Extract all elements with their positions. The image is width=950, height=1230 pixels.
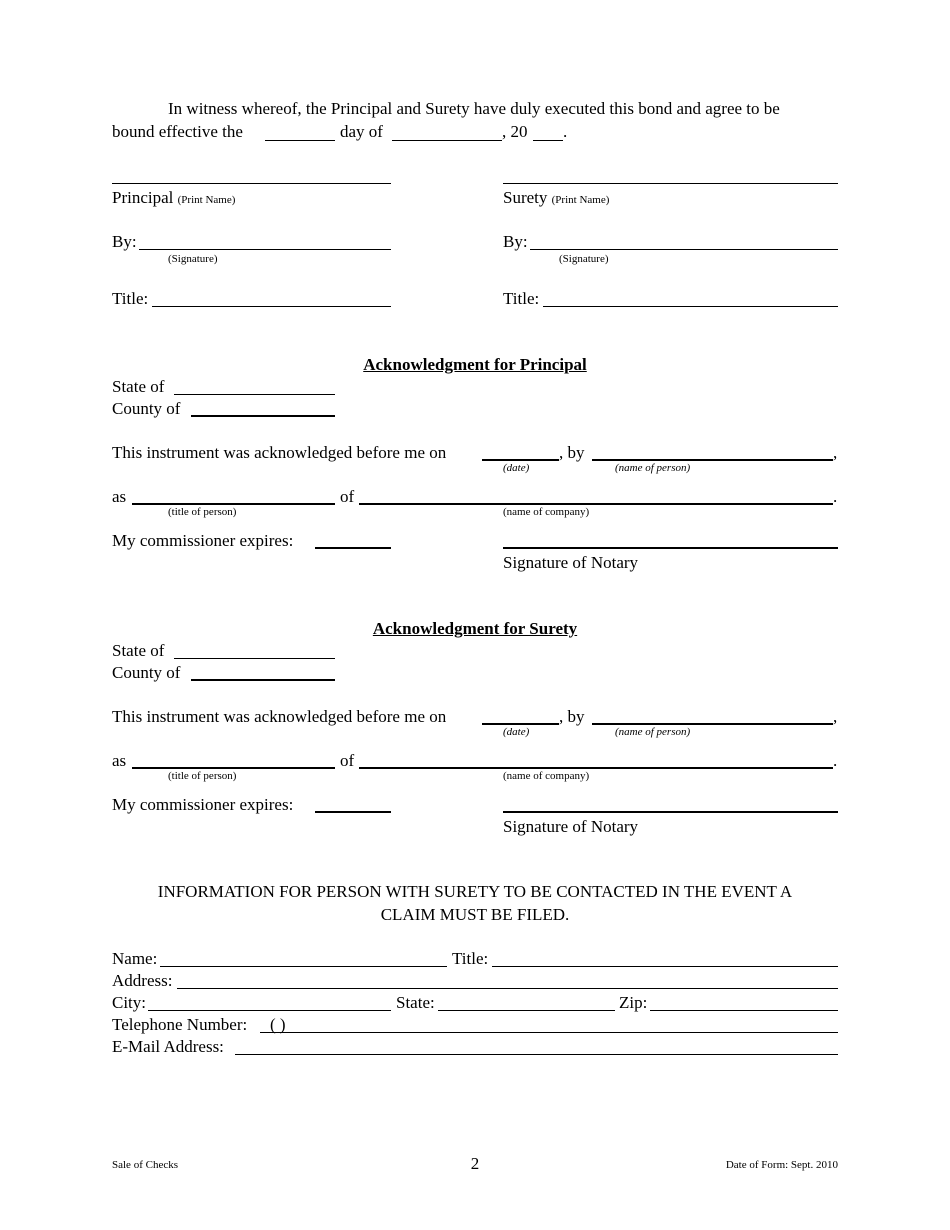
contact-email-label: E-Mail Address:: [112, 1037, 224, 1056]
ack-surety-date-field[interactable]: [482, 723, 559, 725]
ack-surety-person-field[interactable]: [592, 723, 833, 725]
contact-title-label: Title:: [452, 949, 489, 968]
surety-label: Surety (Print Name): [503, 188, 610, 207]
ack-principal-title-field[interactable]: [132, 503, 335, 505]
ack-surety-company-field[interactable]: [359, 767, 833, 769]
ack-principal-title-hint: (title of person): [168, 506, 237, 518]
principal-title-label: Title:: [112, 289, 149, 308]
contact-phone-label: Telephone Number:: [112, 1015, 248, 1034]
effective-month-field[interactable]: [392, 140, 502, 141]
ack-surety-commission-label: My commissioner expires:: [112, 795, 294, 814]
contact-name-label: Name:: [112, 949, 158, 968]
witness-line-2a: bound effective the: [112, 122, 243, 141]
ack-surety-title-field[interactable]: [132, 767, 335, 769]
surety-signature-field[interactable]: [530, 249, 838, 250]
ack-surety-county-label: County of: [112, 663, 181, 682]
surety-by-label: By:: [503, 232, 528, 251]
ack-surety-name-hint: (name of person): [615, 726, 691, 738]
contact-phone-field[interactable]: [260, 1032, 838, 1033]
ack-surety-period: .: [833, 751, 838, 770]
ack-surety-title-hint: (title of person): [168, 770, 237, 782]
surety-title-field[interactable]: [543, 306, 838, 307]
ack-surety-county-field[interactable]: [191, 679, 335, 681]
ack-surety-instrument-text: This instrument was acknowledged before me on: [112, 707, 447, 726]
ack-principal-date-hint: (date): [503, 462, 530, 474]
footer-right: Date of Form: Sept. 2010: [725, 1159, 838, 1171]
ack-surety-notary-signature-field[interactable]: [503, 811, 838, 813]
contact-email-field[interactable]: [235, 1054, 838, 1055]
ack-principal-period: .: [833, 487, 838, 506]
contact-zip-label: Zip:: [619, 993, 648, 1012]
principal-name-field[interactable]: [112, 183, 391, 184]
ack-surety-state-field[interactable]: [174, 658, 335, 659]
witness-line-2d: .: [563, 122, 568, 141]
witness-line-2b: day of: [340, 122, 383, 141]
principal-by-label: By:: [112, 232, 137, 251]
ack-principal-of-label: of: [340, 487, 355, 506]
surety-title-label: Title:: [503, 289, 540, 308]
footer-left: Sale of Checks: [112, 1159, 178, 1171]
principal-signature-field[interactable]: [139, 249, 391, 250]
ack-principal-comma: ,: [833, 443, 838, 462]
ack-principal-state-label: State of: [112, 377, 165, 396]
contact-heading-line-2: CLAIM MUST BE FILED.: [380, 905, 570, 924]
footer-page-number: 2: [470, 1154, 480, 1173]
ack-principal-company-hint: (name of company): [503, 506, 590, 518]
ack-principal-county-label: County of: [112, 399, 181, 418]
ack-principal-person-field[interactable]: [592, 459, 833, 461]
contact-address-field[interactable]: [177, 988, 838, 989]
ack-surety-comma: ,: [833, 707, 838, 726]
contact-heading-line-1: INFORMATION FOR PERSON WITH SURETY TO BE CONTACTED IN THE EVENT A: [157, 882, 793, 901]
ack-surety-of-label: of: [340, 751, 355, 770]
ack-principal-heading: Acknowledgment for Principal: [363, 355, 587, 374]
ack-surety-by-text: , by: [559, 707, 585, 726]
ack-principal-notary-signature-field[interactable]: [503, 547, 838, 549]
surety-name-field[interactable]: [503, 183, 838, 184]
ack-principal-instrument-text: This instrument was acknowledged before me on: [112, 443, 447, 462]
ack-principal-name-hint: (name of person): [615, 462, 691, 474]
principal-label: Principal (Print Name): [112, 188, 236, 207]
ack-principal-notary-label: Signature of Notary: [503, 553, 639, 572]
ack-principal-date-field[interactable]: [482, 459, 559, 461]
effective-year-field[interactable]: [533, 140, 563, 141]
ack-surety-date-hint: (date): [503, 726, 530, 738]
contact-zip-field[interactable]: [650, 1010, 838, 1011]
contact-title-field[interactable]: [492, 966, 838, 967]
ack-principal-by-text: , by: [559, 443, 585, 462]
ack-surety-as-label: as: [112, 751, 127, 770]
contact-state-label: State:: [396, 993, 435, 1012]
ack-principal-commission-field[interactable]: [315, 547, 391, 549]
principal-title-field[interactable]: [152, 306, 391, 307]
contact-city-label: City:: [112, 993, 147, 1012]
ack-principal-state-field[interactable]: [174, 394, 335, 395]
ack-surety-commission-field[interactable]: [315, 811, 391, 813]
witness-line-2c: , 20: [502, 122, 528, 141]
ack-principal-company-field[interactable]: [359, 503, 833, 505]
effective-day-field[interactable]: [265, 140, 335, 141]
ack-surety-notary-label: Signature of Notary: [503, 817, 639, 836]
surety-signature-hint: (Signature): [559, 253, 609, 265]
ack-surety-state-label: State of: [112, 641, 165, 660]
witness-line-1: In witness whereof, the Principal and Surety have duly executed this bond and agree to be: [168, 99, 780, 118]
contact-city-field[interactable]: [148, 1010, 391, 1011]
principal-signature-hint: (Signature): [168, 253, 218, 265]
contact-name-field[interactable]: [160, 966, 447, 967]
ack-surety-company-hint: (name of company): [503, 770, 590, 782]
ack-surety-heading: Acknowledgment for Surety: [372, 619, 578, 638]
ack-principal-commission-label: My commissioner expires:: [112, 531, 294, 550]
contact-address-label: Address:: [112, 971, 173, 990]
ack-principal-as-label: as: [112, 487, 127, 506]
contact-state-field[interactable]: [438, 1010, 615, 1011]
contact-phone-parens: ( ): [270, 1015, 286, 1034]
ack-principal-county-field[interactable]: [191, 415, 335, 417]
